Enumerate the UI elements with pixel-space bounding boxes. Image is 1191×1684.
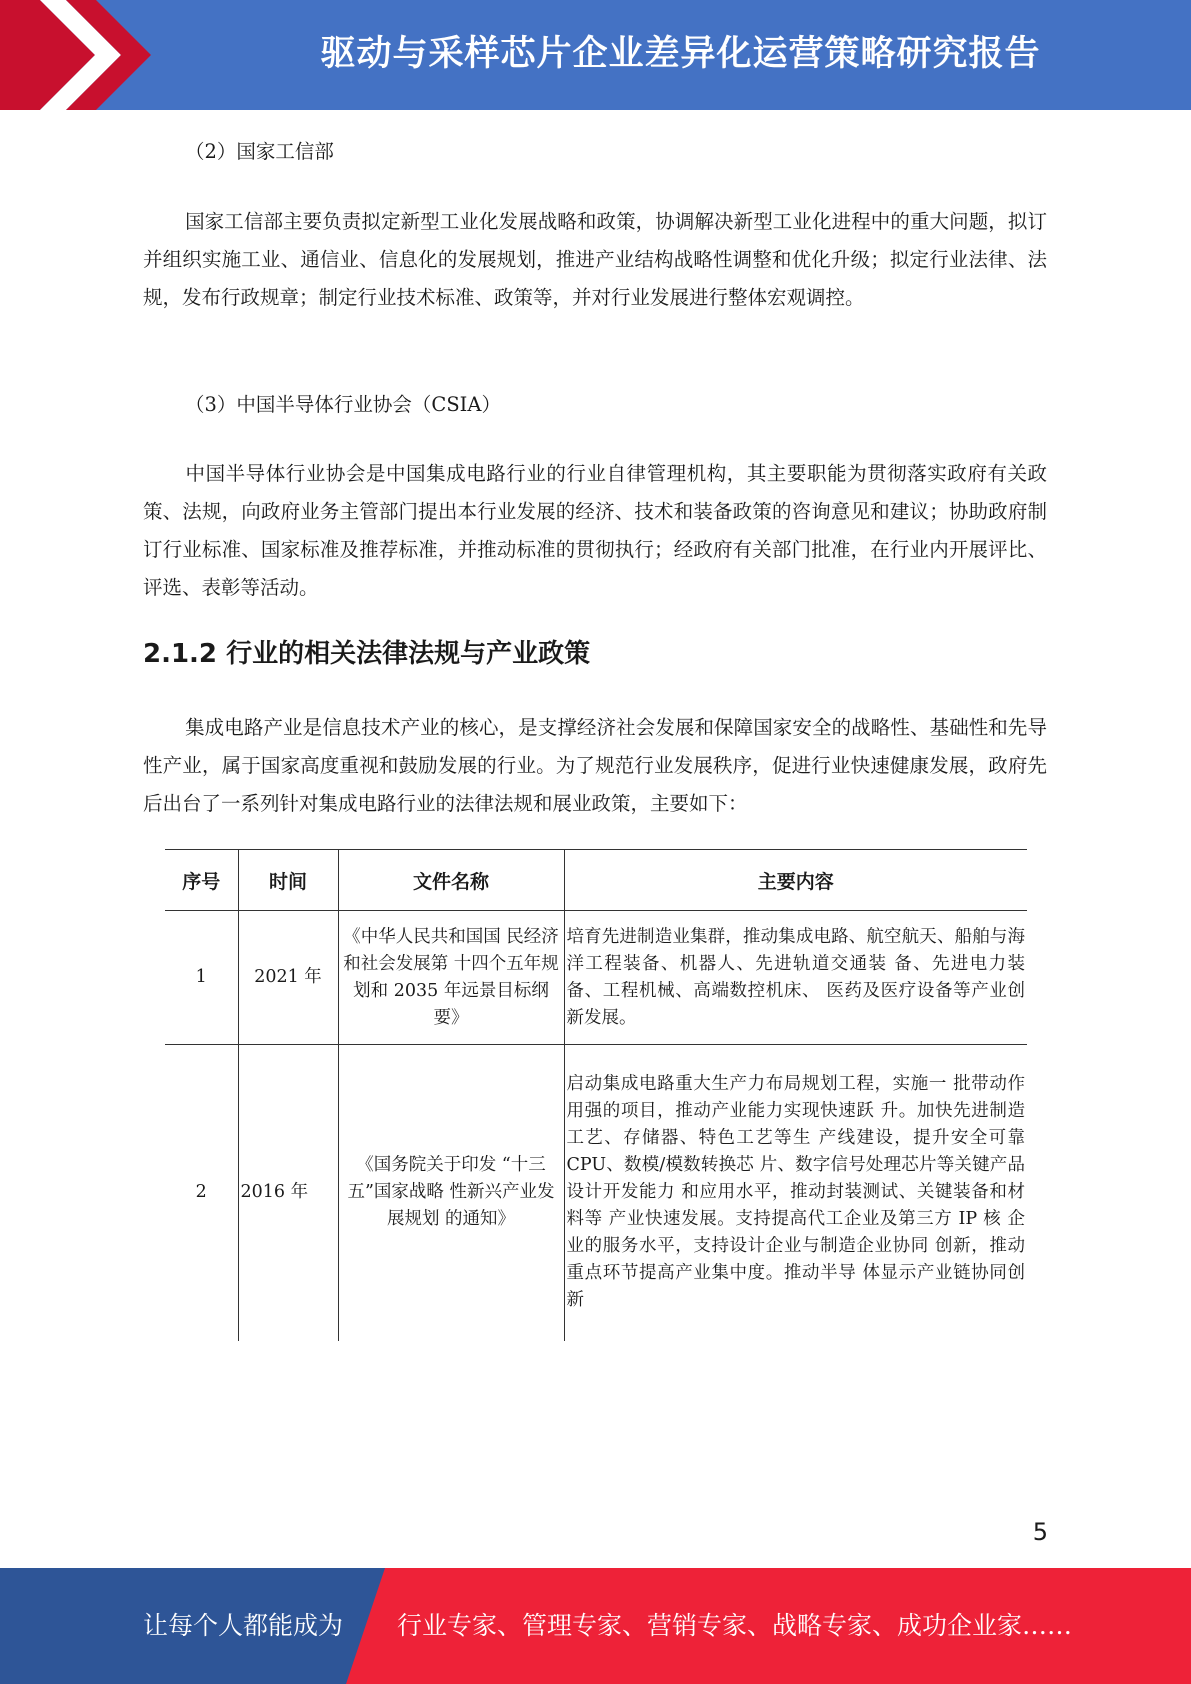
table-row [165, 911, 1027, 1045]
cell-document: 《国务院关于印发 “十三五”国家战略 性新兴产业发展规划 的通知》 [338, 1045, 564, 1341]
paragraph-intro-text: 集成电路产业是信息技术产业的核心，是支撑经济社会发展和保障国家安全的战略性、基础性和先导性产业，属于国家高度重视和鼓励发展的行业。为了规范行业发展秩序，促进行业快速健康发展，政府先后出台了一系列针对集成电路行业的法律法规和展业政策，主要如下： [143, 716, 1047, 815]
subsection-title-csia: （3）中国半导体行业协会（CSIA） [185, 393, 501, 416]
footer-slogan-right: 行业专家、管理专家、营销专家、战略专家、成功企业家…… [397, 1611, 1073, 1640]
page-header [0, 0, 1191, 110]
cell-content: 启动集成电路重大生产力布局规划工程，实施一 批带动作用强的项目，推动产业能力实现快速跃 升。加快先进制造工艺、存储器、特色工艺等生 产线建设，提升安全可靠 CPU、数模/模数转换芯 片、数字信号处理芯片等关键产品设计开发能力 和应用水平，推动封装测试、关键装备和材料等 产业快速发展。支持提高代工企业及第三方 IP 核 企业的服务水平，支持设计企业与制造企业协同 创新，推动重点环节提高产业集中度。推动半导 体显示产业链协同创新 [564, 1045, 1027, 1341]
section-heading: 2.1.2 行业的相关法律法规与产业政策 [143, 639, 591, 669]
table-row [165, 1045, 1027, 1341]
paragraph-miit-text: 国家工信部主要负责拟定新型工业化发展战略和政策，协调解决新型工业化进程中的重大问题，拟订并组织实施工业、通信业、信息化的发展规划，推进产业结构战略性调整和优化升级；拟定行业法律、法规，发布行政规章；制定行业技术标准、政策等，并对行业发展进行整体宏观调控。 [143, 210, 1047, 309]
cell-time: 2021 年 [238, 911, 338, 1045]
table-header-row [165, 850, 1027, 911]
report-title: 驱动与采样芯片企业差异化运营策略研究报告 [320, 34, 1041, 74]
header-chevron-decoration [0, 0, 170, 110]
paragraph-csia-text: 中国半导体行业协会是中国集成电路行业的行业自律管理机构，其主要职能为贯彻落实政府有关政策、法规，向政府业务主管部门提出本行业发展的经济、技术和装备政策的咨询意见和建议；协助政府制订行业标准、国家标准及推荐标准，并推动标准的贯彻执行；经政府有关部门批准，在行业内开展评比、评选、表彰等活动。 [143, 462, 1047, 599]
cell-content: 培育先进制造业集群，推动集成电路、航空航天、船舶与海洋工程装备、机器人、先进轨道交通装 备、先进电力装备、工程机械、高端数控机床、 医药及医疗设备等产业创新发展。 [564, 911, 1027, 1045]
paragraph-csia [143, 455, 1047, 607]
header-time: 时间 [238, 850, 338, 911]
policy-table [165, 849, 1027, 1341]
page-number: 5 [1032, 1518, 1048, 1546]
footer-slogan-left: 让每个人都能成为 [143, 1611, 344, 1640]
cell-no: 2 [195, 1182, 207, 1203]
paragraph-miit [143, 203, 1047, 317]
cell-time: 2016 年 [238, 1045, 338, 1341]
header-content: 主要内容 [564, 850, 1027, 911]
page-footer [0, 1568, 1191, 1684]
header-no: 序号 [165, 850, 238, 911]
cell-no: 1 [165, 911, 238, 1045]
paragraph-intro [143, 709, 1047, 823]
subsection-title-miit: （2）国家工信部 [185, 140, 334, 163]
cell-document: 《中华人民共和国国 民经济和社会发展第 十四个五年规划和 2035 年远景目标纲要》 [338, 911, 564, 1045]
header-document: 文件名称 [338, 850, 564, 911]
